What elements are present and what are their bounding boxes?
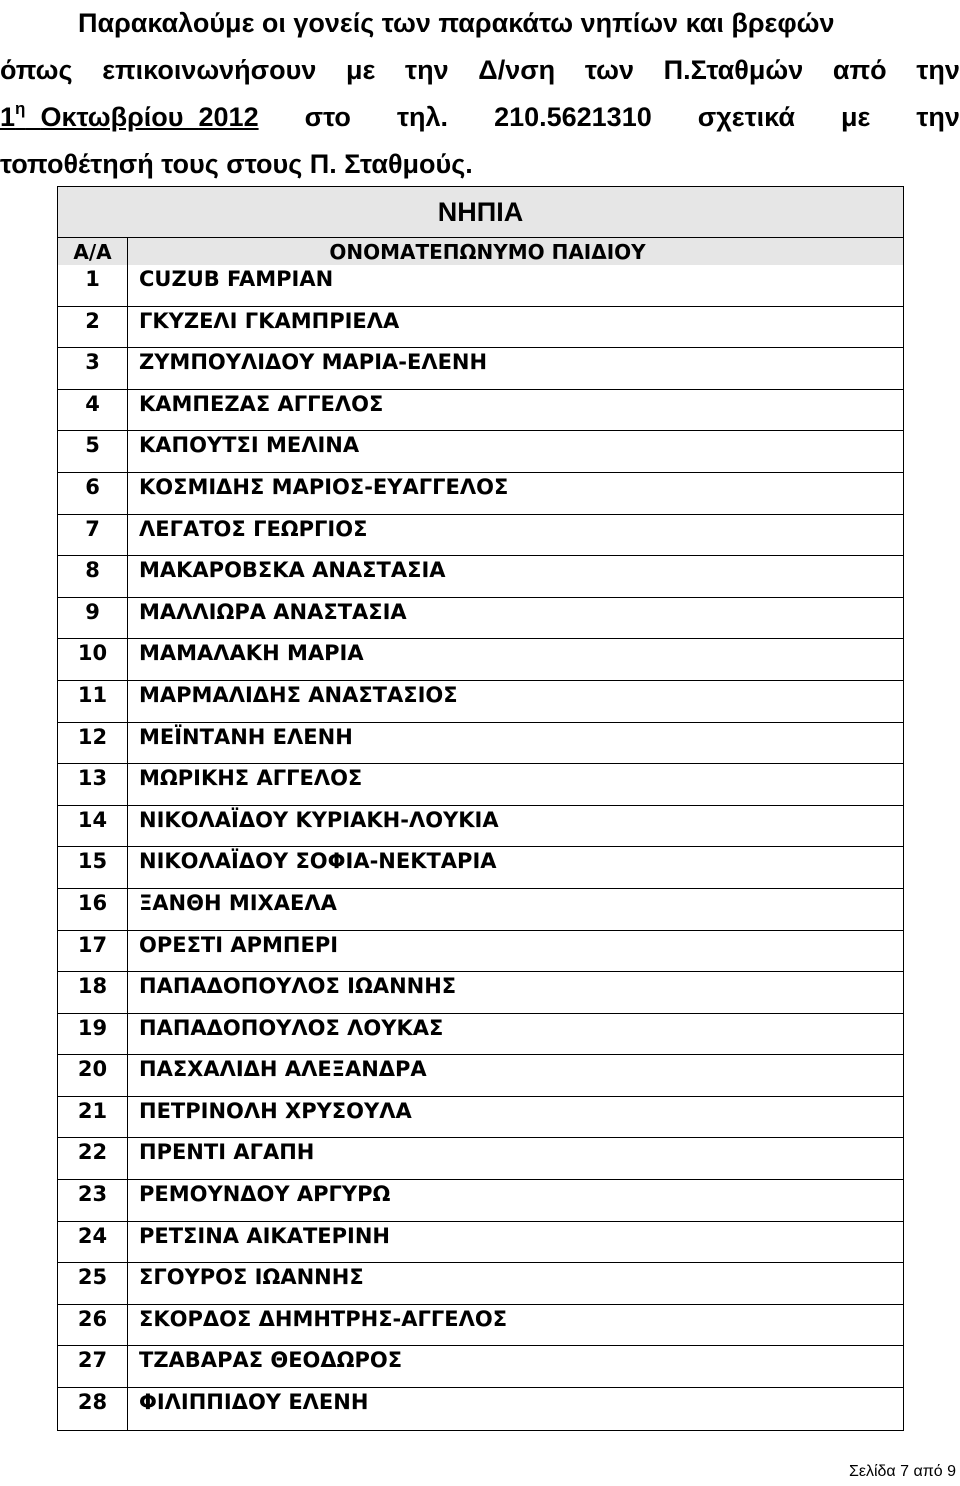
table-row <box>58 1388 904 1431</box>
intro-line-1: Παρακαλούμε οι γονείς των παρακάτω νηπίων και βρεφών <box>78 8 835 38</box>
row-number: 28 <box>58 1388 128 1431</box>
table-row <box>58 1096 904 1138</box>
table-row <box>58 888 904 930</box>
row-number: 17 <box>58 930 128 972</box>
row-number: 15 <box>58 847 128 889</box>
table-row <box>58 556 904 598</box>
child-name: ΚΑΠΟΥΤΣΙ ΜΕΛΙΝΑ <box>128 431 904 473</box>
table-row <box>58 472 904 514</box>
table-row <box>58 306 904 348</box>
row-number: 5 <box>58 431 128 473</box>
row-number: 4 <box>58 389 128 431</box>
intro-date <box>0 94 259 141</box>
child-name: ΠΑΣΧΑΛΙΔΗ ΑΛΕΞΑΝΔΡΑ <box>128 1055 904 1097</box>
date-day: 1 <box>0 102 16 132</box>
row-number: 6 <box>58 472 128 514</box>
row-number: 23 <box>58 1180 128 1222</box>
child-name: ΡΕΤΣΙΝΑ ΑΙΚΑΤΕΡΙΝΗ <box>128 1221 904 1263</box>
table-row <box>58 680 904 722</box>
child-name: ΞΑΝΘΗ ΜΙΧΑΕΛΑ <box>128 888 904 930</box>
row-number: 8 <box>58 556 128 598</box>
table-row <box>58 1221 904 1263</box>
intro-phone: 210.5621310 <box>494 102 652 132</box>
row-number: 18 <box>58 972 128 1014</box>
table-row <box>58 1013 904 1055</box>
child-name: ΡΕΜΟΥΝΔΟΥ ΑΡΓΥΡΩ <box>128 1180 904 1222</box>
table-row <box>58 348 904 390</box>
child-name: CUZUB FAMPIAN <box>128 265 904 306</box>
child-name: ΠΑΠΑΔΟΠΟΥΛΟΣ ΙΩΑΝΝΗΣ <box>128 972 904 1014</box>
child-name: ΠΕΤΡΙΝΟΛΗ ΧΡΥΣΟΥΛΑ <box>128 1096 904 1138</box>
child-name: ΝΙΚΟΛΑΪΔΟΥ ΚΥΡΙΑΚΗ-ΛΟΥΚΙΑ <box>128 805 904 847</box>
table-header-row <box>58 238 904 266</box>
children-table <box>57 186 904 1431</box>
date-month: Οκτωβρίου <box>40 102 184 132</box>
intro-word: την <box>916 55 960 85</box>
row-number: 1 <box>58 265 128 306</box>
date-year: 2012 <box>198 102 259 132</box>
row-number: 2 <box>58 306 128 348</box>
row-number: 10 <box>58 639 128 681</box>
row-number: 13 <box>58 764 128 806</box>
child-name: ΣΓΟΥΡΟΣ ΙΩΑΝΝΗΣ <box>128 1263 904 1305</box>
row-number: 14 <box>58 805 128 847</box>
page-number: Σελίδα 7 από 9 <box>848 1463 956 1480</box>
child-name: ΜΑΡΜΑΛΙΔΗΣ ΑΝΑΣΤΑΣΙΟΣ <box>128 680 904 722</box>
table-title-row <box>58 187 904 238</box>
intro-word: Δ/νση <box>478 55 556 85</box>
row-number: 22 <box>58 1138 128 1180</box>
table-row <box>58 431 904 473</box>
table-row <box>58 265 904 306</box>
child-name: ΜΑΛΛΙΩΡΑ ΑΝΑΣΤΑΣΙΑ <box>128 597 904 639</box>
table-row <box>58 764 904 806</box>
child-name: ΜΑΚΑΡΟΒΣΚΑ ΑΝΑΣΤΑΣΙΑ <box>128 556 904 598</box>
table-row <box>58 847 904 889</box>
child-name: ΜΑΜΑΛΑΚΗ ΜΑΡΙΑ <box>128 639 904 681</box>
intro-word: τηλ. <box>396 102 449 132</box>
column-header-name: ΟΝΟΜΑΤΕΠΩΝΥΜΟ ΠΑΙΔΙΟΥ <box>128 238 904 266</box>
table-row <box>58 1346 904 1388</box>
table-row <box>58 972 904 1014</box>
table-row <box>58 597 904 639</box>
intro-word: την <box>405 55 449 85</box>
intro-word: επικοινωνήσουν <box>102 55 317 85</box>
row-number: 16 <box>58 888 128 930</box>
child-name: ΠΡΕΝΤΙ ΑΓΑΠΗ <box>128 1138 904 1180</box>
intro-word: με <box>840 102 871 132</box>
child-name: ΣΚΟΡΔΟΣ ΔΗΜΗΤΡΗΣ-ΑΓΓΕΛΟΣ <box>128 1304 904 1346</box>
child-name: ΜΩΡΙΚΗΣ ΑΓΓΕΛΟΣ <box>128 764 904 806</box>
table-row <box>58 930 904 972</box>
table-title: ΝΗΠΙΑ <box>58 187 904 238</box>
table-row <box>58 1180 904 1222</box>
intro-line-4: τοποθέτησή τους στους Π. Σταθμούς. <box>0 149 473 179</box>
intro-word: Π.Σταθμών <box>663 55 804 85</box>
table-row <box>58 639 904 681</box>
row-number: 3 <box>58 348 128 390</box>
intro-word: από <box>832 55 887 85</box>
row-number: 25 <box>58 1263 128 1305</box>
table-row <box>58 1263 904 1305</box>
child-name: ΚΑΜΠΕΖΑΣ ΑΓΓΕΛΟΣ <box>128 389 904 431</box>
child-name: ΓΚΥΖΕΛΙ ΓΚΑΜΠΡΙΕΛΑ <box>128 306 904 348</box>
intro-word: στο <box>304 102 351 132</box>
child-name: ΜΕΪΝΤΑΝΗ ΕΛΕΝΗ <box>128 722 904 764</box>
row-number: 24 <box>58 1221 128 1263</box>
row-number: 9 <box>58 597 128 639</box>
child-name: ΖΥΜΠΟΥΛΙΔΟΥ ΜΑΡΙΑ-ΕΛΕΝΗ <box>128 348 904 390</box>
date-ordinal: η <box>15 99 26 118</box>
child-name: ΤΖΑΒΑΡΑΣ ΘΕΟΔΩΡΟΣ <box>128 1346 904 1388</box>
child-name: ΟΡΕΣΤΙ ΑΡΜΠΕΡΙ <box>128 930 904 972</box>
row-number: 27 <box>58 1346 128 1388</box>
row-number: 12 <box>58 722 128 764</box>
intro-word: με <box>346 55 376 85</box>
row-number: 19 <box>58 1013 128 1055</box>
row-number: 21 <box>58 1096 128 1138</box>
child-name: ΚΟΣΜΙΔΗΣ ΜΑΡΙΟΣ-ΕΥΑΓΓΕΛΟΣ <box>128 472 904 514</box>
row-number: 26 <box>58 1304 128 1346</box>
child-name: ΝΙΚΟΛΑΪΔΟΥ ΣΟΦΙΑ-ΝΕΚΤΑΡΙΑ <box>128 847 904 889</box>
table-row <box>58 1055 904 1097</box>
intro-line-2 <box>0 47 960 94</box>
intro-word: των <box>584 55 634 85</box>
child-name: ΦΙΛΙΠΠΙΔΟΥ ΕΛΕΝΗ <box>128 1388 904 1431</box>
intro-word: την <box>916 102 960 132</box>
intro-line-3 <box>0 94 960 141</box>
table-row <box>58 722 904 764</box>
intro-paragraph <box>0 0 960 188</box>
table-row <box>58 514 904 556</box>
column-header-aa: Α/Α <box>58 238 128 266</box>
row-number: 11 <box>58 680 128 722</box>
child-name: ΛΕΓΑΤΟΣ ΓΕΩΡΓΙΟΣ <box>128 514 904 556</box>
table-row <box>58 805 904 847</box>
table-row <box>58 1304 904 1346</box>
table-row <box>58 1138 904 1180</box>
child-name: ΠΑΠΑΔΟΠΟΥΛΟΣ ΛΟΥΚΑΣ <box>128 1013 904 1055</box>
row-number: 20 <box>58 1055 128 1097</box>
intro-word: σχετικά <box>697 102 795 132</box>
intro-word: όπως <box>0 55 73 85</box>
row-number: 7 <box>58 514 128 556</box>
table-row <box>58 389 904 431</box>
